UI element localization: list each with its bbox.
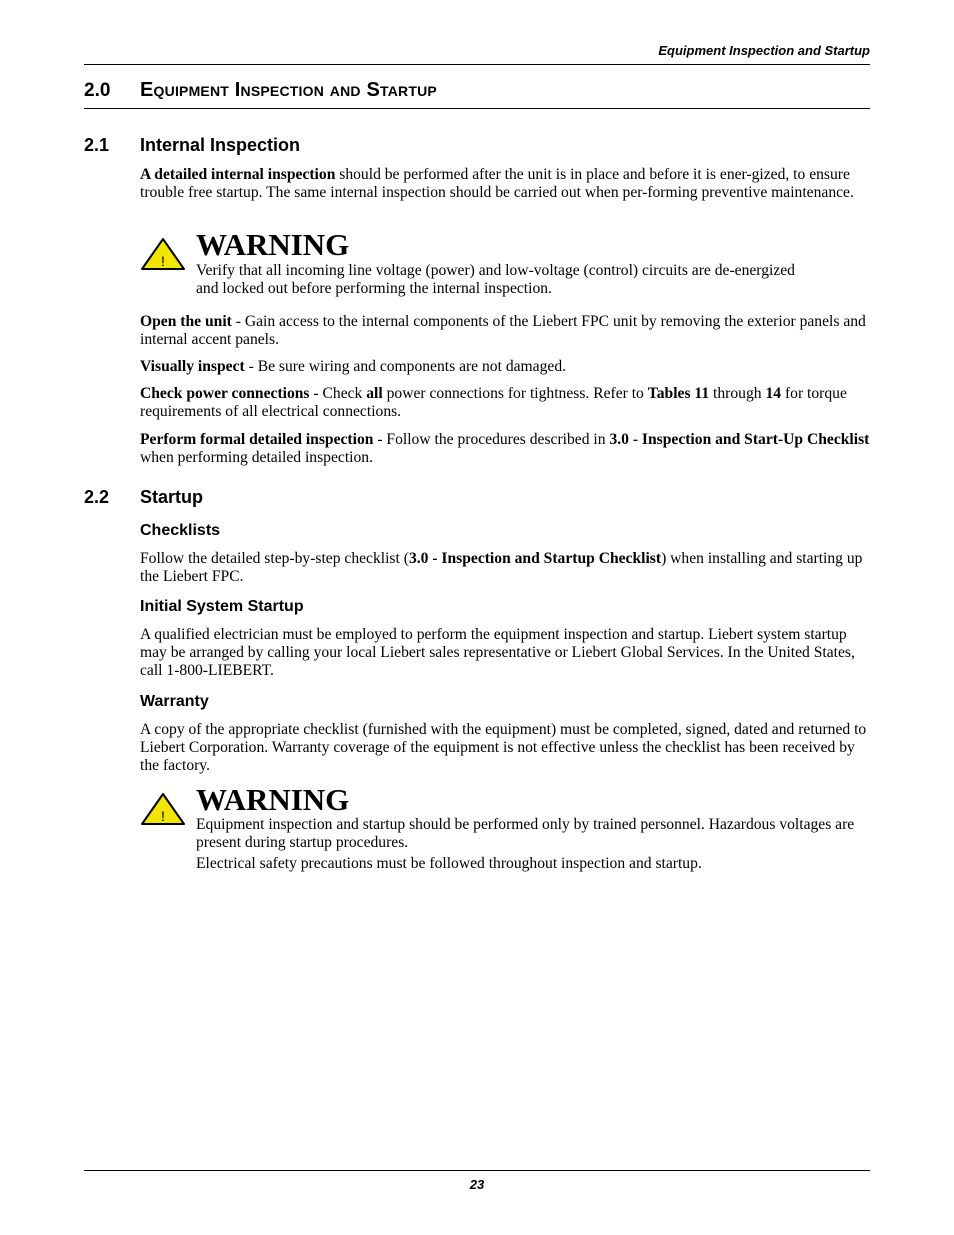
section-number: 2.1: [84, 135, 110, 155]
formal-text-1: - Follow the procedures described in: [373, 431, 610, 448]
power-connections-paragraph: [140, 385, 870, 421]
initial-startup-paragraph: A qualified electrician must be employed to perform the equipment inspection and startup. Liebert system startup may be arranged by calling your local Liebert sales representative or Liebert Global Services. In the United States, call 1-800-LIEBERT.: [140, 626, 855, 679]
chapter-title: Equipment Inspection and Startup: [140, 79, 437, 101]
warning-title: WARNING: [196, 227, 350, 262]
section-number: 2.2: [84, 487, 110, 507]
table-14-reference: 14: [765, 385, 782, 402]
warning-title: WARNING: [196, 782, 350, 817]
power-lead: Check power connections: [140, 385, 310, 402]
section-title: Startup: [140, 487, 203, 507]
checklists-text-2: ) when installing and starting up the Liebert FPC.: [140, 550, 863, 585]
page-number: 23: [469, 1177, 485, 1192]
checklist-reference: 3.0 - Inspection and Startup Checklist: [408, 550, 662, 567]
power-text-4: for torque requirements of all electrical connections.: [140, 385, 847, 420]
chapter-heading: [84, 79, 437, 102]
warning-triangle-icon: [140, 792, 186, 826]
checklist-reference: 3.0 - Inspection and Start-Up Checklist: [609, 431, 870, 448]
section-heading-internal-inspection: [84, 135, 300, 156]
formal-lead: Perform formal detailed inspection: [140, 431, 374, 448]
checklists-paragraph: [140, 550, 870, 586]
subheading-initial-startup: Initial System Startup: [140, 598, 304, 615]
subheading-warranty: Warranty: [140, 693, 209, 710]
checklists-text-1: Follow the detailed step-by-step checklist (: [140, 550, 409, 567]
running-header: Equipment Inspection and Startup: [658, 43, 870, 58]
subheading-checklists: Checklists: [140, 522, 221, 539]
header-rule: [84, 64, 870, 65]
internal-inspection-intro: [140, 166, 870, 202]
formal-inspection-paragraph: [140, 431, 870, 467]
warning-text: Equipment inspection and startup should be performed only by trained personnel. Hazardous voltages are present during startup procedures.: [196, 816, 855, 851]
warranty-paragraph: A copy of the appropriate checklist (furnished with the equipment) must be completed, signed, dated and returned to Liebert Corporation. Warranty coverage of the equipment is not effective unless the checklist has been received by the factory.: [140, 721, 867, 774]
power-text-3: through: [709, 385, 766, 402]
intro-bold-lead: A detailed internal inspection: [140, 166, 336, 183]
visual-text: - Be sure wiring and components are not damaged.: [244, 358, 567, 375]
visually-inspect-paragraph: [140, 358, 870, 376]
svg-text:!: !: [161, 808, 165, 824]
warning-triangle-icon: [140, 237, 186, 271]
footer-rule: [84, 1170, 870, 1171]
open-unit-text: - Gain access to the internal components of the Liebert FPC unit by removing the exterior panels and internal accent panels.: [140, 313, 866, 348]
open-unit-paragraph: [140, 313, 870, 349]
intro-text: should be performed after the unit is in place and before it is ener-gized, to ensure trouble free startup. The same internal inspection should be carried out when per-forming preventive maintenance.: [140, 166, 854, 201]
tables-reference: Tables 11: [647, 385, 710, 402]
chapter-rule: [84, 108, 870, 109]
power-text-1: - Check: [309, 385, 367, 402]
section-title: Internal Inspection: [140, 135, 301, 155]
chapter-number: 2.0: [84, 80, 111, 101]
formal-text-2: when performing detailed inspection.: [140, 449, 373, 466]
open-unit-lead: Open the unit: [140, 313, 232, 330]
visual-lead: Visually inspect: [140, 358, 245, 375]
power-all: all: [366, 385, 383, 402]
power-text-2: power connections for tightness. Refer to: [382, 385, 648, 402]
section-heading-startup: [84, 487, 203, 508]
warning-text: Electrical safety precautions must be followed throughout inspection and startup.: [196, 855, 702, 872]
warning-text: Verify that all incoming line voltage (power) and low-voltage (control) circuits are de-energized and locked out before performing the internal inspection.: [196, 262, 795, 297]
svg-text:!: !: [161, 253, 165, 269]
